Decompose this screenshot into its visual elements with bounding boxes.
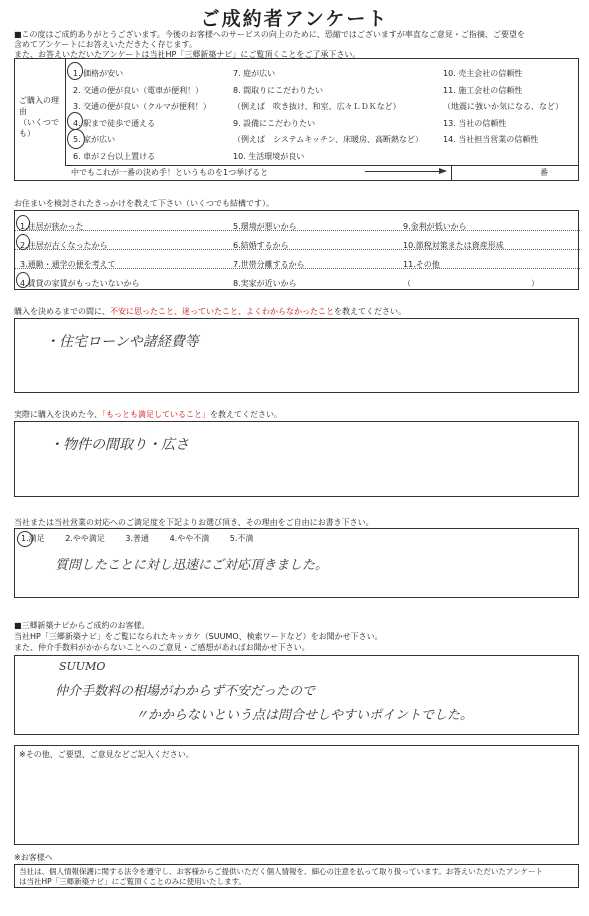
trigger-col-2 xyxy=(233,217,305,293)
privacy-box xyxy=(14,864,579,888)
selection-circle xyxy=(16,234,30,250)
divider xyxy=(15,268,580,269)
reason-option[interactable]: 14. 当社担当営業の信頼性 xyxy=(443,135,539,145)
divider xyxy=(451,165,452,181)
other-box[interactable] xyxy=(14,745,579,845)
privacy-heading: ※お客様へ xyxy=(14,853,53,862)
reason-option[interactable]: 3. 交通の便が良い（クルマが便利！） xyxy=(73,102,211,112)
reason-label: ご購入の理 由 （いくつで も） xyxy=(19,96,59,138)
reason-option[interactable]: 5. 家が広い xyxy=(73,135,116,145)
divider xyxy=(65,59,66,165)
trigger-option[interactable]: 8.実家が近いから xyxy=(233,279,297,288)
divider xyxy=(15,249,580,250)
divider xyxy=(65,165,579,166)
trigger-option[interactable]: 9.金利が低いから xyxy=(403,222,467,231)
reason-option[interactable]: 4. 駅まで徒歩で通える xyxy=(73,118,156,128)
trigger-option[interactable]: 10.節税対策または資産形成 xyxy=(403,241,504,250)
reason-note: （例えば システムキッチン、床暖房、高断熱など） xyxy=(233,135,423,145)
trigger-other-input[interactable]: （ ） xyxy=(403,279,539,288)
concern-answer-box[interactable] xyxy=(14,318,579,393)
trigger-option[interactable]: 11.その他 xyxy=(403,260,440,269)
decisive-number-suffix: 番 xyxy=(540,168,548,177)
selection-circle xyxy=(17,531,33,547)
selection-circle xyxy=(16,215,30,231)
reason-option[interactable]: 10. 生活環境が良い xyxy=(233,151,305,161)
satisfied-heading: 実際に購入を決めた今、「もっとも満足していること」を教えてください。 xyxy=(14,410,282,419)
reason-option[interactable]: 1. 価格が安い xyxy=(73,69,124,78)
trigger-option[interactable]: 2.住居が古くなったから xyxy=(20,241,108,250)
reason-option[interactable]: 13. 当社の信頼性 xyxy=(443,118,507,128)
navi-answer-box[interactable] xyxy=(14,655,579,735)
reason-col-3 xyxy=(443,66,563,149)
reason-col-1 xyxy=(73,66,211,166)
navi-answer-line: 仲介手数料の相場がわからず不安だったので xyxy=(55,684,316,699)
rating-option[interactable]: 5.不満 xyxy=(229,534,254,543)
rating-option[interactable]: 2.やや満足 xyxy=(65,534,105,543)
rating-heading: 当社または当社営業の対応へのご満足度を下記よりお選び頂き、その理由をご自由にお書き下さい。 xyxy=(14,518,374,527)
intro-line: ■この度はご成約ありがとうございます。今後のお客様へのサービスの向上のために、恐縮ではございますが率直なご意見・ご指摘、ご要望を xyxy=(14,30,525,39)
concern-heading: 購入を決めるまでの間に、不安に思ったこと、迷っていたこと、よくわからなかったことを教えてください。 xyxy=(14,307,406,316)
intro-text xyxy=(14,30,579,60)
trigger-option[interactable]: 6.結婚するから xyxy=(233,241,289,250)
navi-answer-line: SUUMO xyxy=(59,660,106,673)
intro-line: また、お答えいただいたアンケートは当社HP「三郷新築ナビ」にご覧頂くことをご了承下さい。 xyxy=(14,50,361,59)
reason-option[interactable]: 2. 交通の便が良い（電車が便利！） xyxy=(73,85,204,95)
rating-answer: 質問したことに対し迅速にご対応頂きました。 xyxy=(55,558,329,573)
decisive-label: 中でもこれが一番の決め手！というものを1つ挙げると xyxy=(71,168,269,177)
reason-option[interactable]: 6. 車が２台以上置ける xyxy=(73,151,156,161)
reason-option[interactable]: 7. 庭が広い xyxy=(233,69,276,78)
reason-option[interactable]: 9. 設備にこだわりたい xyxy=(233,118,316,128)
reason-option[interactable]: 10. 売主会社の信頼性 xyxy=(443,69,523,78)
satisfied-answer-box[interactable] xyxy=(14,421,579,497)
navi-heading: ■三郷新築ナビからご成約のお客様。 当社HP「三郷新築ナビ」をご覧になられたキッカケ（SUUMO、検索ワードなど）をお聞かせ下さい。 また、仲介手数料がかからないことへのご意見・ご感想があればお聞かせ下さい。 xyxy=(14,621,383,652)
rating-option[interactable]: 4.やや不満 xyxy=(169,534,210,543)
trigger-col-1 xyxy=(20,217,140,293)
reason-option[interactable]: 8. 間取りにこだわりたい xyxy=(233,85,324,95)
navi-answer-line: 〃かからないという点は問合せしやすいポイントでした。 xyxy=(135,708,474,723)
reason-col-2 xyxy=(233,66,423,166)
satisfied-answer: ・物件の間取り・広さ xyxy=(49,437,189,453)
purchase-reason-table xyxy=(14,58,579,181)
rating-option[interactable]: 1.満足 xyxy=(21,534,45,543)
trigger-option[interactable]: 1.住居が狭かった xyxy=(20,222,84,231)
reason-note: （例えば 吹き抜け、和室、広々ＬＤＫなど） xyxy=(233,102,401,112)
trigger-table xyxy=(14,210,579,290)
selection-circle xyxy=(67,62,83,80)
other-heading: ※その他、ご要望、ご意見などご記入ください。 xyxy=(19,750,194,759)
reason-option[interactable]: 11. 施工会社の信頼性 xyxy=(443,85,523,95)
rating-options xyxy=(21,534,253,544)
selection-circle xyxy=(16,272,30,288)
page-title: ご成約者アンケート xyxy=(200,8,389,30)
privacy-text: 当社は、個人情報保護に関する法令を遵守し、お客様からご提供いただく個人情報を、細心の注意を払って取り扱っています。お答えいただいたアンケート は当社HP「三郷新築ナビ」にご覧頂くことのみに使用いたします。 xyxy=(19,867,543,886)
trigger-option[interactable]: 5.環境が悪いから xyxy=(233,222,297,231)
rating-answer-box xyxy=(14,528,579,598)
rating-option[interactable]: 3.普通 xyxy=(125,534,150,543)
selection-circle xyxy=(67,112,83,130)
trigger-heading: お住まいを検討されたきっかけを教えて下さい（いくつでも結構です）。 xyxy=(14,199,274,208)
intro-line: 含めてアンケートにお答えいただきたく存じます。 xyxy=(14,40,197,49)
reason-note: （地震に強いか気になる、など） xyxy=(443,102,563,112)
trigger-option[interactable]: 3.通勤・通学の便を考えて xyxy=(20,260,116,269)
arrow-head xyxy=(439,168,447,174)
arrow-mark xyxy=(365,171,445,172)
concern-answer: ・住宅ローンや諸経費等 xyxy=(45,334,199,350)
trigger-option[interactable]: 7.世帯分離するから xyxy=(233,260,305,269)
selection-circle xyxy=(67,129,85,149)
divider xyxy=(15,230,580,231)
trigger-col-3 xyxy=(403,217,539,293)
trigger-option[interactable]: 4.賃貸の家賃がもったいないから xyxy=(20,279,140,288)
